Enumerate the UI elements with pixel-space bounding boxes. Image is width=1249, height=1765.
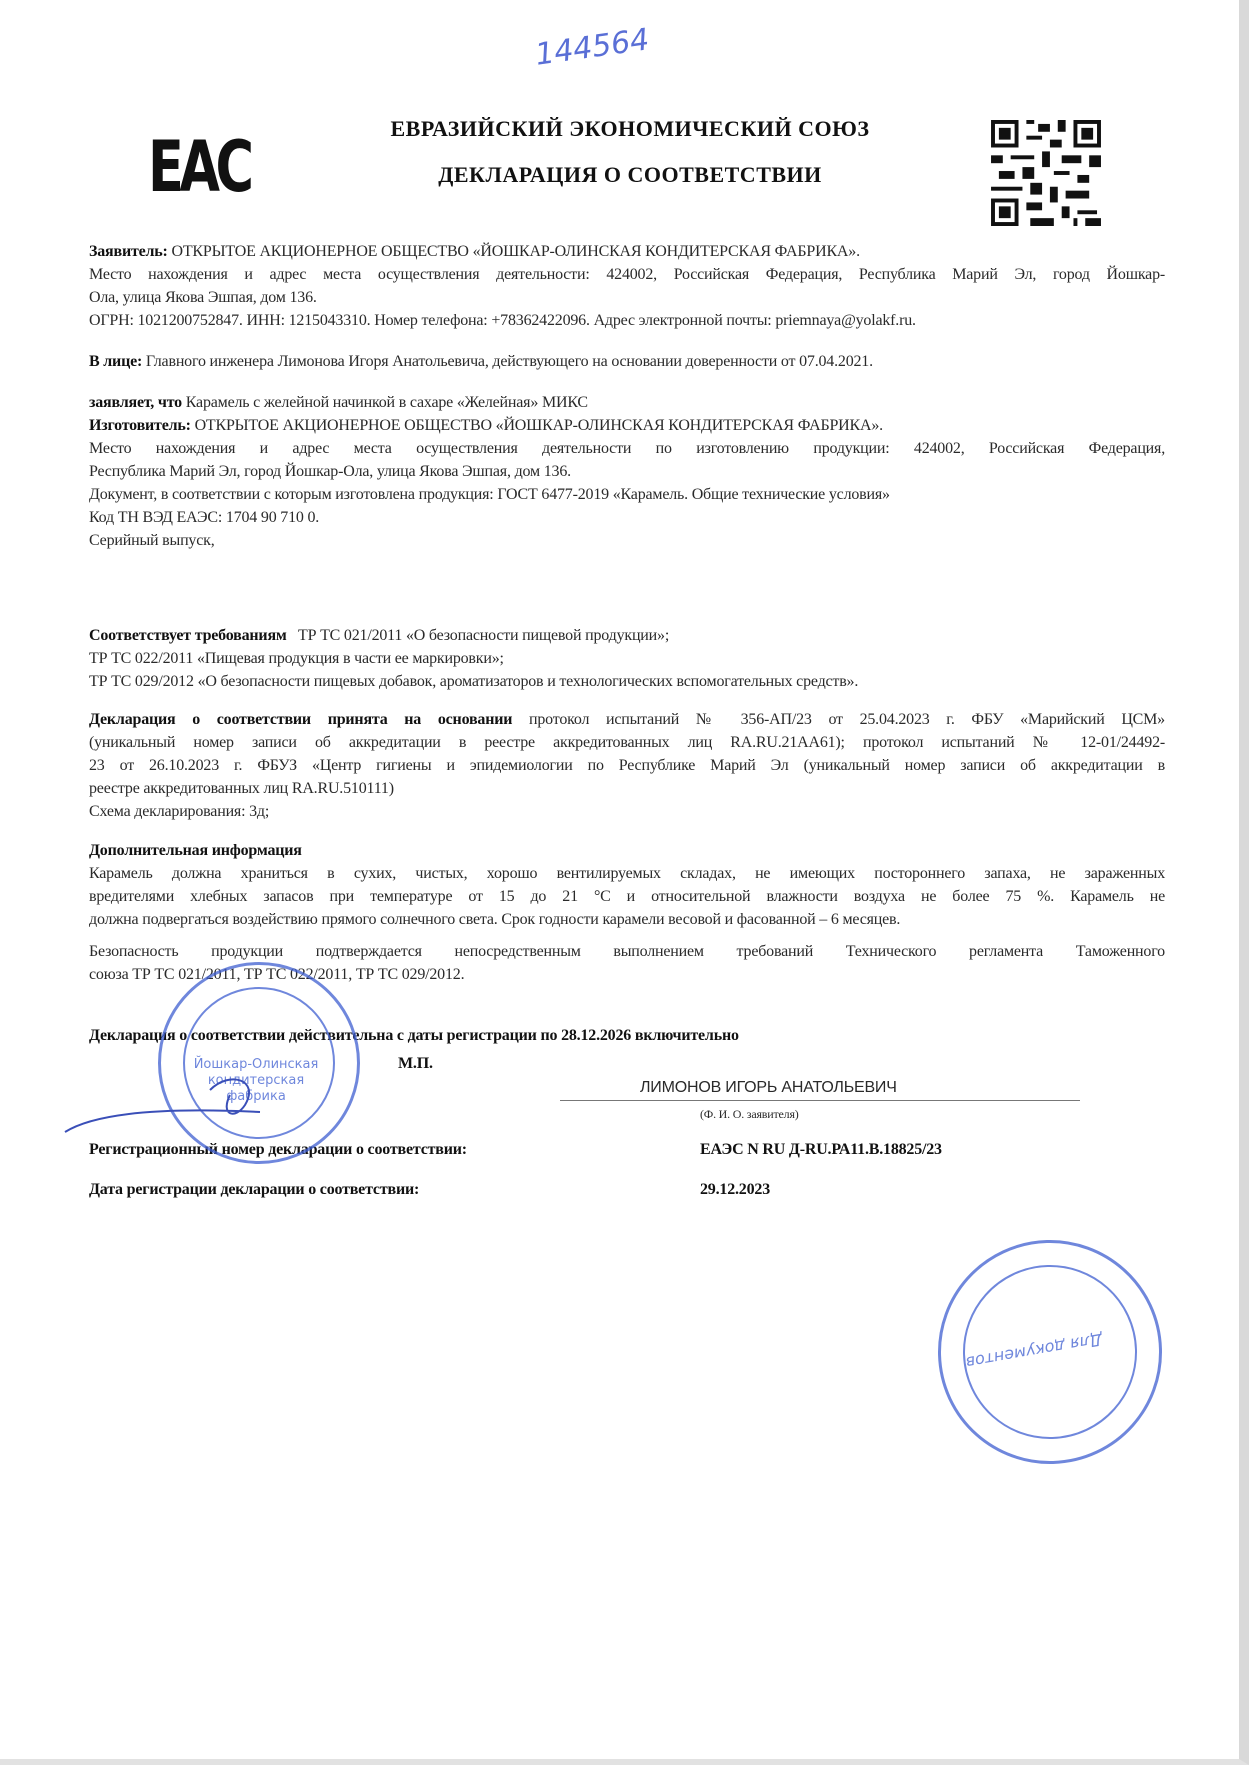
applicant-line (89, 242, 860, 262)
basis-line-2: (уникальный номер записи об аккредитации в реестре аккредитованных лиц RA.RU.21АА61); протокол испытаний № 12-01/24492- (89, 734, 1165, 751)
basis-line-3: 23 от 26.10.2023 г. ФБУЗ «Центр гигиены и эпидемиологии по Республике Марий Эл (уникальный номер записи об аккредитации в (89, 757, 1165, 774)
manufacturer-name: ОТКРЫТОЕ АКЦИОНЕРНОЕ ОБЩЕСТВО «ЙОШКАР-ОЛИНСКАЯ КОНДИТЕРСКАЯ ФАБРИКА». (190, 417, 883, 434)
seal-place-label: М.П. (398, 1055, 433, 1072)
basis-label: Декларация о соответствии принята на основании (89, 711, 513, 728)
registration-date: 29.12.2023 (700, 1181, 771, 1198)
requirement-3: ТР ТС 029/2012 «О безопасности пищевых добавок, ароматизаторов и технологических вспомогательных средств». (89, 673, 859, 690)
applicant-address-2: Ола, улица Якова Эшпая, дом 136. (89, 289, 317, 306)
eac-logo: EAC (148, 126, 250, 208)
company-stamp-text: Йошкар-Олинская кондитерская фабрика (193, 1057, 319, 1104)
requirements-label: Соответствует требованиям (89, 627, 287, 644)
signature-line (560, 1100, 1080, 1101)
signature-scribble (60, 1050, 390, 1140)
basis-line-1 (89, 710, 1165, 730)
safety-line-1: Безопасность продукции подтверждается непосредственным выполнением требований Технического регламента Таможенного (89, 943, 1165, 960)
copy-stamp-text: Для документов (964, 1329, 1104, 1373)
basis-line-4: реестре аккредитованных лиц RA.RU.510111) (89, 780, 394, 797)
additional-line-1: Карамель должна храниться в сухих, чистых, хорошо вентилируемых складах, не имеющих постороннего запаха, не зараженных (89, 865, 1165, 882)
representative-text: Главного инженера Лимонова Игоря Анатольевича, действующего на основании доверенности от 07.04.2021. (142, 353, 873, 370)
applicant-contacts: ОГРН: 1021200752847. ИНН: 1215043310. Номер телефона: +78362422096. Адрес электронной почты: priemnaya@yolakf.ru. (89, 312, 916, 329)
declaration-scheme: Схема декларирования: 3д; (89, 803, 270, 820)
product-code: Код ТН ВЭД ЕАЭС: 1704 90 710 0. (89, 509, 320, 526)
additional-label: Дополнительная информация (89, 842, 302, 859)
union-title: ЕВРАЗИЙСКИЙ ЭКОНОМИЧЕСКИЙ СОЮЗ (390, 116, 870, 141)
applicant-address-1: Место нахождения и адрес места осуществления деятельности: 424002, Российская Федерация, Республика Марий Эл, город Йошкар- (89, 266, 1165, 283)
requirement-1: ТР ТС 021/2011 «О безопасности пищевой продукции»; (286, 627, 670, 644)
validity-text: Декларация о соответствии действительна с даты регистрации по 28.12.2026 включительно (89, 1027, 739, 1044)
applicant-name: ОТКРЫТОЕ АКЦИОНЕРНОЕ ОБЩЕСТВО «ЙОШКАР-ОЛИНСКАЯ КОНДИТЕРСКАЯ ФАБРИКА». (167, 243, 860, 260)
requirements-line-1 (89, 626, 669, 646)
additional-line-3: должна подвергаться воздействию прямого солнечного света. Срок годности карамели весовой и фасованной – 6 месяцев. (89, 911, 901, 928)
signatory-caption: (Ф. И. О. заявителя) (700, 1107, 799, 1121)
additional-line-2: вредителями хлебных запасов при температуре от 15 до 21 °С и относительной влажности воздуха не более 75 %. Карамель не (89, 888, 1165, 905)
signatory-name: ЛИМОНОВ ИГОРЬ АНАТОЛЬЕВИЧ (640, 1079, 897, 1096)
product-label: заявляет, что (89, 394, 182, 411)
registration-date-label: Дата регистрации декларации о соответствии: (89, 1181, 420, 1198)
representative-line (89, 352, 873, 372)
product-line (89, 393, 588, 413)
product-name: Карамель с желейной начинкой в сахаре «Желейная» МИКС (181, 394, 588, 411)
qr-code (990, 120, 1102, 226)
handwritten-number: 144564 (533, 22, 652, 73)
basis-text-1: протокол испытаний № 356-АП/23 от 25.04.2023 г. ФБУ «Марийский ЦСМ» (512, 711, 1165, 728)
product-document: Документ, в соответствии с которым изготовлена продукция: ГОСТ 6477-2019 «Карамель. Общие технические условия» (89, 486, 890, 503)
manufacturer-label: Изготовитель: (89, 417, 191, 434)
registration-number: ЕАЭС N RU Д-RU.РА11.В.18825/23 (700, 1141, 942, 1158)
applicant-label: Заявитель: (89, 243, 168, 260)
representative-label: В лице: (89, 353, 143, 370)
registration-number-label: Регистрационный номер декларации о соответствии: (89, 1141, 467, 1158)
safety-line-2: союза ТР ТС 021/2011, ТР ТС 022/2011, ТР ТС 029/2012. (89, 966, 465, 983)
manufacturer-address-1: Место нахождения и адрес места осуществления деятельности по изготовлению продукции: 424002, Российская Федерация, (89, 440, 1165, 457)
copy-stamp (906, 1208, 1193, 1495)
additional-info-heading (89, 841, 302, 861)
declaration-title: ДЕКЛАРАЦИЯ О СООТВЕТСТВИИ (438, 162, 822, 187)
product-release: Серийный выпуск, (89, 532, 215, 549)
manufacturer-line (89, 416, 883, 436)
manufacturer-address-2: Республика Марий Эл, город Йошкар-Ола, улица Якова Эшпая, дом 136. (89, 463, 571, 480)
requirement-2: ТР ТС 022/2011 «Пищевая продукция в части ее маркировки»; (89, 650, 504, 667)
